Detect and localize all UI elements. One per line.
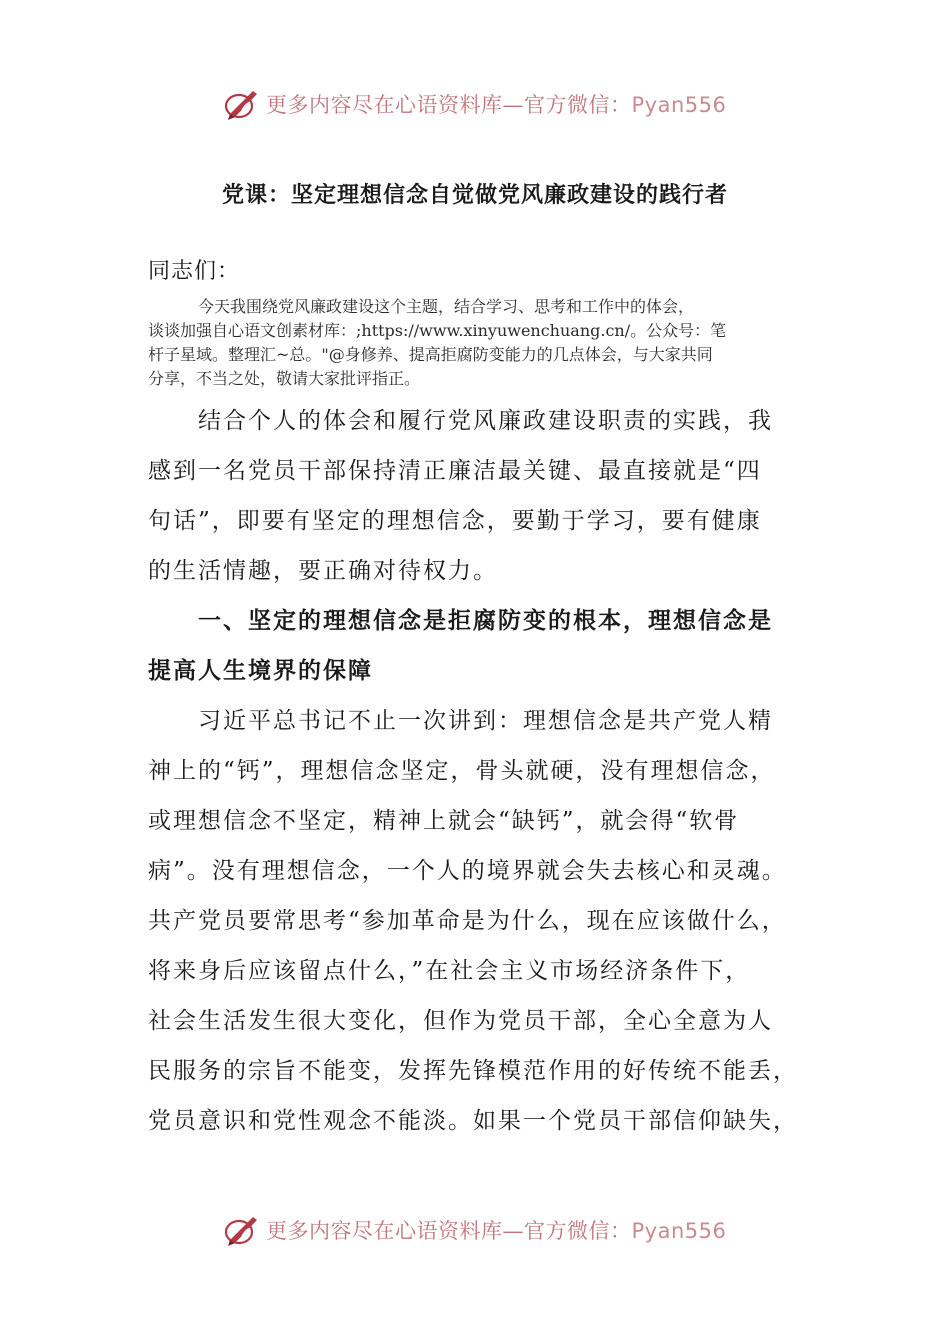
para2-line: 共产党员要常思考“参加革命是为什么，现在应该做什么， [148,908,787,934]
greeting: 同志们： [148,259,241,284]
para1-line: 句话”，即要有坚定的理想信念，要勤于学习，要有健康 [148,508,762,534]
para2-line: 或理想信念不坚定，精神上就会“缺钙”，就会得“软骨 [148,808,740,834]
footer-watermark [222,1210,742,1250]
para2-line: 民服务的宗旨不能变，发挥先锋模范作用的好传统不能丢， [148,1058,798,1084]
para2-line: 将来身后应该留点什么，”在社会主义市场经济条件下， [148,958,751,984]
para2-line: 神上的“钙”，理想信念坚定，骨头就硬，没有理想信念， [148,758,776,784]
watermark-text: 更多内容尽在心语资料库—官方微信：Pyan556 [266,1219,727,1243]
header-watermark [222,84,742,124]
watermark-text: 更多内容尽在心语资料库—官方微信：Pyan556 [266,93,727,117]
body-text [148,396,798,1146]
para1-line: 的生活情趣，要正确对待权力。 [148,558,498,584]
para2-line: 习近平总书记不止一次讲到：理想信念是共产党人精 [198,708,773,734]
para1-line: 结合个人的体会和履行党风廉政建设职责的实践，我 [198,408,773,434]
wechat-id: Pyan556 [631,93,727,117]
intro-line: 分享，不当之处，敬请大家批评指正。 [148,369,421,388]
intro-line: 谈谈加强自心语文创素材库：;https://www.xinyuwenchuang.cn/。公众号：笔 [148,321,727,340]
para2-line: 党员意识和党性观念不能淡。如果一个党员干部信仰缺失， [148,1108,798,1134]
intro-paragraph [148,295,808,391]
para2-line: 病”。没有理想信念，一个人的境界就会失去核心和灵魂。 [148,858,787,884]
pen-logo-icon [222,84,262,124]
wechat-id: Pyan556 [631,1219,727,1243]
intro-line: 今天我围绕党风廉政建设这个主题，结合学习、思考和工作中的体会， [198,297,695,316]
section-heading-line: 一、坚定的理想信念是拒腐防变的根本，理想信念是 [198,607,773,634]
section-heading-line: 提高人生境界的保障 [148,657,373,684]
para2-line: 社会生活发生很大变化，但作为党员干部，全心全意为人 [148,1008,773,1034]
document-title: 党课：坚定理想信念自觉做党风廉政建设的践行者 [221,182,728,208]
pen-logo-icon [222,1210,262,1250]
para1-line: 感到一名党员干部保持清正廉洁最关键、最直接就是“四 [148,458,762,484]
intro-line: 杆子星域。整理汇~总。"@身修养、提高拒腐防变能力的几点体会，与大家共同 [148,345,713,364]
